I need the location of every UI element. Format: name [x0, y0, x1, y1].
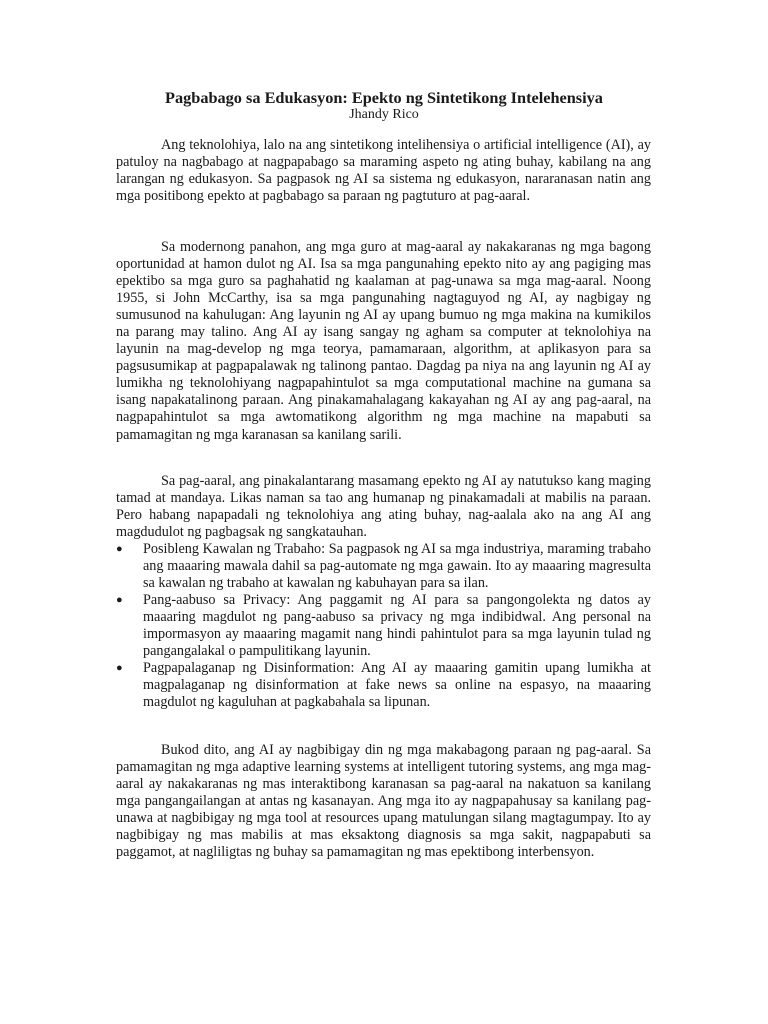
document-title: Pagbabago sa Edukasyon: Epekto ng Sintetikong Intelehensiya — [165, 88, 603, 107]
list-item — [116, 660, 651, 711]
paragraph-intro: Ang teknolohiya, lalo na ang sintetikong intelihensiya o artificial intelligence (AI), ay patuloy na nagbabago at nagpapabago sa maraming aspeto ng ating buhay, kabilang na ang larangan ng edukasyon. Sa pagpasok ng AI sa sistema ng edukasyon, nararanasan natin ang mga positibong epekto at pagbabago sa paraan ng pagtuturo at pag-aaral. — [116, 137, 651, 205]
bullet-list — [116, 541, 651, 711]
bullet-text: Posibleng Kawalan ng Trabaho: Sa pagpasok ng AI sa mga industriya, maraming trabaho ang maaaring mawala dahil sa pag-automate ng mga gawain. Ito ay maaaring magresulta sa kawalan ng trabaho at kawalan ng kabuhayan para sa ilan. — [143, 541, 651, 592]
bullet-text: Pagpapalaganap ng Disinformation: Ang AI ay maaaring gamitin upang lumikha at magpalaganap ng disinformation at fake news sa online na espasyo, na maaaring magdulot ng kaguluhan at pagkabahala sa lipunan. — [143, 660, 651, 711]
list-item — [116, 541, 651, 592]
paragraph-modern-era: Sa modernong panahon, ang mga guro at mag-aaral ay nakakaranas ng mga bagong oportunidad at hamon dulot ng AI. Isa sa mga pangunahing epekto nito ay ang pagiging mas epektibo sa mga guro sa paghahatid ng kaalaman at pag-unawa sa mga mag-aaral. Noong 1955, si John McCarthy, isa sa mga pangunahing nagtaguyod ng AI, ay nagbigay ng sumusunod na kahulugan: Ang layunin ng AI ay upang bumuo ng mga makina na kumikilos na parang may talino. Ang AI ay isang sangay ng agham sa computer at teknolohiya na layunin na mag-develop ng mga teorya, pamamaraan, algorithm, at aplikasyon para sa pagsusumikap at pagpapalawak ng talinong pantao. Dagdag pa niya na ang layunin ng AI ay lumikha ng teknolohiyang nagpapahintulot sa mga computational machine na gumana sa isang napakatalinong paraan. Ang pinakamahalagang kakayahan ng AI ay ang pag-aaral, na nagpapahintulot sa mga awtomatikong algorithm ng mga machine na mapabuti sa pamamagitan ng mga karanasan sa kanilang sarili. — [116, 239, 651, 443]
bullet-text: Pang-aabuso sa Privacy: Ang paggamit ng AI para sa pangongolekta ng datos ay maaaring magdulot ng pang-aabuso sa privacy ng mga indibidwal. Ang personal na impormasyon ay maaaring magamit nang hindi pahintulot para sa mga layunin tulad ng pangangalakal o pampulitikang layunin. — [143, 592, 651, 660]
paragraph-new-learning: Bukod dito, ang AI ay nagbibigay din ng mga makabagong paraan ng pag-aaral. Sa pamamagitan ng mga adaptive learning systems at intelligent tutoring systems, ang mga mag-aaral ay nakakaranas ng mas interaktibong karanasan sa pag-aaral na nakatuon sa kanilang mga pangangailangan at antas ng kasanayan. Ang mga ito ay nagpapahusay sa kanilang pag-unawa at nagbibigay ng mga tool at resources upang matulungan silang magtagumpay. Ito ay nagbibigay ng mas mabilis at mas eksaktong diagnosis sa mga sakit, nagpapabuti sa paggamot, at nagliligtas ng buhay sa pamamagitan ng mas epektibong interbensyon. — [116, 742, 651, 861]
list-item — [116, 592, 651, 660]
paragraph-negative-effects: Sa pag-aaral, ang pinakalantarang masamang epekto ng AI ay natutukso kang maging tamad at mandaya. Likas naman sa tao ang humanap ng pinakamadali at mabilis na paraan. Pero habang napapadali ng teknolohiya ang ating buhay, nag-aalala ako na ang AI ang magdudulot ng pagbagsak ng sangkatauhan. — [116, 473, 651, 541]
bullet-icon: ● — [116, 543, 123, 555]
document-author: Jhandy Rico — [349, 107, 419, 122]
bullet-icon: ● — [116, 662, 123, 675]
bullet-icon: ● — [116, 594, 123, 607]
